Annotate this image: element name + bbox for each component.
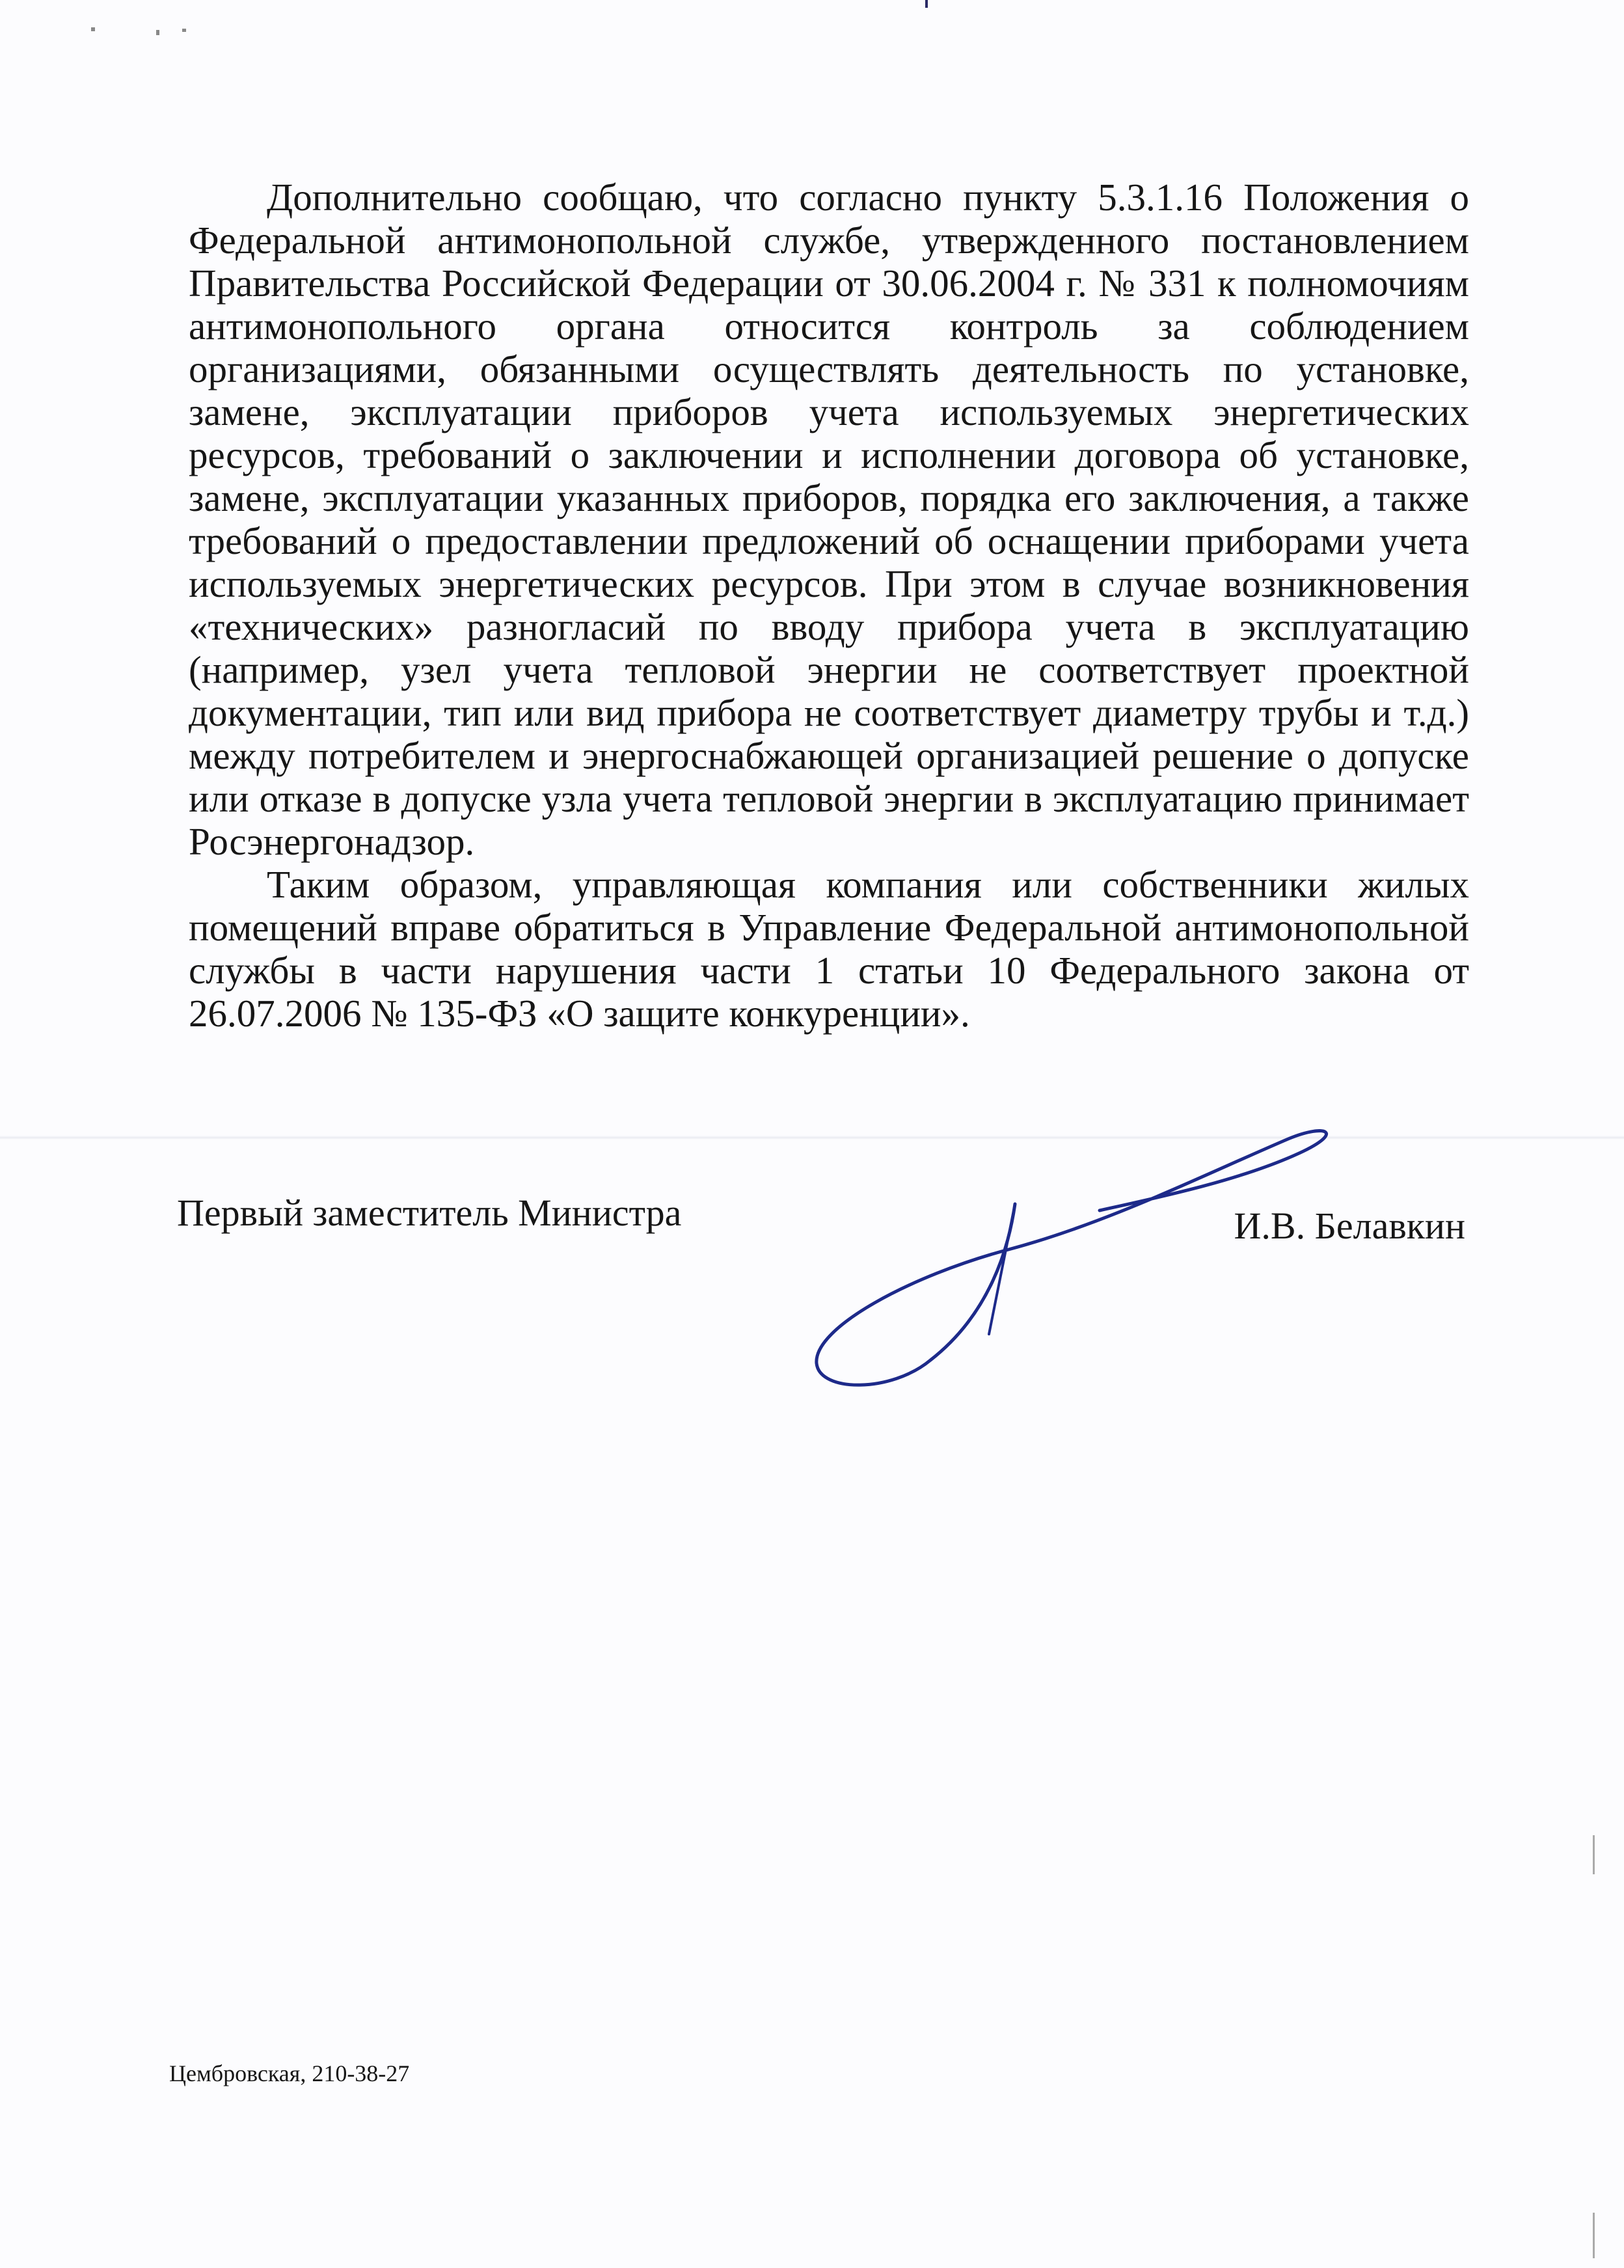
scan-artifact <box>156 30 159 35</box>
scan-artifact <box>182 29 186 32</box>
paragraph-2: Таким образом, управляющая компания или собственники жилых помещений вправе обратиться в Управление Федеральной антимонопольной службы в части нарушения части 1 статьи 10 Федерального закона от 26.07.2006 № 135-ФЗ «О защите конкуренции». <box>189 863 1469 1035</box>
scan-artifact <box>1593 1835 1595 1874</box>
contact-line: Цембровская, 210-38-27 <box>169 2060 410 2086</box>
scan-artifact <box>91 27 95 31</box>
signatory-name: И.В. Белавкин <box>1234 1205 1465 1247</box>
paragraph-1: Дополнительно сообщаю, что согласно пункту 5.3.1.16 Положения о Федеральной антимонопольной службе, утвержденного постановлением Правительства Российской Федерации от 30.06.2004 г. № 331 к полномочиям антимонопольного органа относится контроль за соблюдением организациями, обязанными осуществлять деятельность по установке, замене, эксплуатации приборов учета используемых энергетических ресурсов, требований о заключении и исполнении договора об установке, замене, эксплуатации указанных приборов, порядка его заключения, а также требований о предоставлении предложений об оснащении приборами учета используемых энергетических ресурсов. При этом в случае возникновения «технических» разногласий по вводу прибора учета в эксплуатацию (например, узел учета тепловой энергии не соответствует проектной документации, тип или вид прибора не соответствует диаметру трубы и т.д.) между потребителем и энергоснабжающей организацией решение о допуске или отказе в допуске узла учета тепловой энергии в эксплуатацию принимает Росэнергонадзор. <box>189 176 1469 863</box>
handwritten-signature <box>794 1119 1379 1406</box>
letter-body <box>189 176 1469 1035</box>
scan-artifact <box>1593 2213 1595 2258</box>
signatory-title: Первый заместитель Министра <box>177 1192 682 1234</box>
scan-artifact <box>925 0 928 8</box>
